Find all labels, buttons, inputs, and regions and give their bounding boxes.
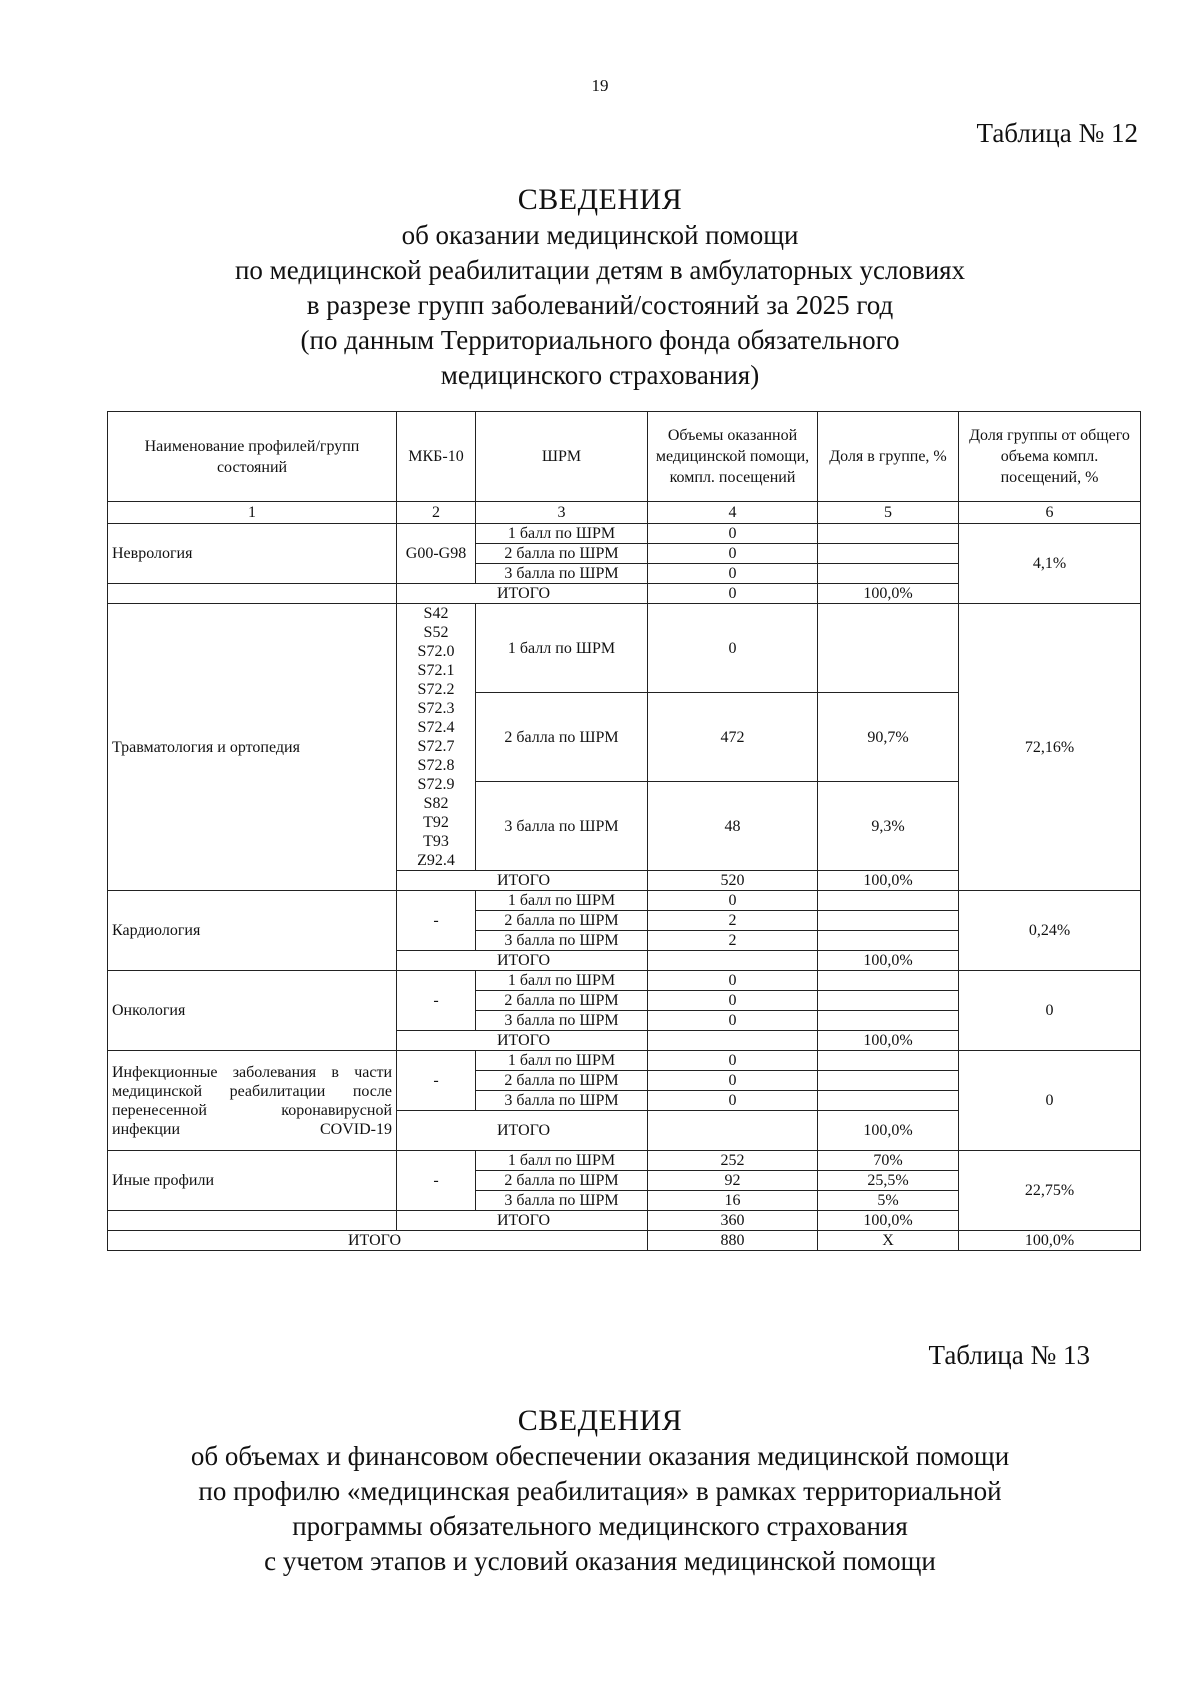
- shrm-level: 3 балла по ШРМ: [476, 564, 648, 584]
- table-row: [108, 524, 1141, 544]
- column-number: 2: [397, 502, 476, 524]
- table-13-subtitle-line: об объемах и финансовом обеспечении оказания медицинской помощи: [190, 1441, 1010, 1471]
- header-shrm: ШРМ: [476, 412, 648, 502]
- share-value: [818, 1071, 959, 1091]
- mkb-code: G00-G98: [397, 524, 476, 584]
- profile-name: Иные профили: [108, 1151, 397, 1211]
- share-value: [818, 564, 959, 584]
- volume-value: 520: [648, 871, 818, 891]
- share-value: [818, 931, 959, 951]
- volume-value: 252: [648, 1151, 818, 1171]
- mkb-code: S72.2: [417, 681, 455, 698]
- share-value: [818, 1051, 959, 1071]
- table-row: [108, 604, 1141, 693]
- volume-value: 0: [648, 544, 818, 564]
- volume-value: 0: [648, 991, 818, 1011]
- share-value: 100,0%: [818, 951, 959, 971]
- grand-total-label: ИТОГО: [108, 1231, 648, 1251]
- page-number: 19: [591, 76, 609, 95]
- grand-total-volume: 880: [648, 1231, 818, 1251]
- volume-value: [648, 951, 818, 971]
- share-value: [818, 524, 959, 544]
- shrm-level: 2 балла по ШРМ: [476, 991, 648, 1011]
- volume-value: 0: [648, 524, 818, 544]
- shrm-level: 2 балла по ШРМ: [476, 693, 648, 782]
- volume-value: 472: [648, 693, 818, 782]
- profile-name: Травматология и ортопедия: [108, 604, 397, 891]
- mkb-code: T92: [423, 814, 449, 831]
- table-13-caption: Таблица № 13: [928, 1340, 1090, 1370]
- share-value: 25,5%: [818, 1171, 959, 1191]
- shrm-level: 1 балл по ШРМ: [476, 1151, 648, 1171]
- shrm-level: 2 балла по ШРМ: [476, 1071, 648, 1091]
- grand-total-row: [108, 1231, 1141, 1251]
- group-share-value: 22,75%: [959, 1151, 1141, 1231]
- mkb-code: S52: [423, 624, 449, 641]
- share-value: 100,0%: [818, 584, 959, 604]
- share-value: [818, 971, 959, 991]
- mkb-code: -: [397, 971, 476, 1031]
- shrm-level: 1 балл по ШРМ: [476, 604, 648, 693]
- share-value: 100,0%: [818, 1211, 959, 1231]
- share-value: [818, 1011, 959, 1031]
- table-row: [108, 971, 1141, 991]
- share-value: [818, 891, 959, 911]
- table-row: [108, 1051, 1141, 1071]
- header-row: [108, 412, 1141, 502]
- table-12-title-block: [0, 182, 1200, 393]
- header-group-share: Доля группы от общего объема компл. посещений, %: [959, 412, 1141, 502]
- shrm-level: 1 балл по ШРМ: [476, 1051, 648, 1071]
- share-value: [818, 544, 959, 564]
- table-13-subtitle-line: программы обязательного медицинского страхования: [292, 1511, 908, 1541]
- share-value: 70%: [818, 1151, 959, 1171]
- volume-value: 0: [648, 1051, 818, 1071]
- volume-value: 0: [648, 1071, 818, 1091]
- table-13-heading: СВЕДЕНИЯ: [517, 1404, 683, 1437]
- volume-value: 2: [648, 911, 818, 931]
- header-volume: Объемы оказанной медицинской помощи, компл. посещений: [648, 412, 818, 502]
- shrm-level: 2 балла по ШРМ: [476, 1171, 648, 1191]
- mkb-code-list: [397, 604, 476, 871]
- volume-value: 0: [648, 891, 818, 911]
- volume-value: 16: [648, 1191, 818, 1211]
- share-value: [818, 604, 959, 693]
- header-profile: Наименование профилей/групп состояний: [108, 412, 397, 502]
- mkb-code: S42: [423, 605, 449, 622]
- column-number: 3: [476, 502, 648, 524]
- rehabilitation-table: [107, 411, 1141, 1251]
- table-12-subtitle-line: по медицинской реабилитации детям в амбулаторных условиях: [234, 255, 966, 285]
- grand-total-share: Х: [818, 1231, 959, 1251]
- shrm-level: 3 балла по ШРМ: [476, 1191, 648, 1211]
- mkb-code: S72.4: [417, 719, 455, 736]
- mkb-code: S72.1: [417, 662, 455, 679]
- share-value: 100,0%: [818, 871, 959, 891]
- share-value: 100,0%: [818, 1031, 959, 1051]
- mkb-code: -: [397, 891, 476, 951]
- profile-name: Онкология: [108, 971, 397, 1051]
- subtotal-label: ИТОГО: [397, 1211, 648, 1231]
- volume-value: [648, 1111, 818, 1151]
- group-share-value: 0: [959, 971, 1141, 1051]
- table-12-subtitle-line: об оказании медицинской помощи: [401, 220, 799, 250]
- volume-value: 0: [648, 584, 818, 604]
- profile-name: Кардиология: [108, 891, 397, 971]
- volume-value: 0: [648, 1011, 818, 1031]
- table-13-subtitle-line: по профилю «медицинская реабилитация» в рамках территориальной: [198, 1476, 1002, 1506]
- subtotal-label: ИТОГО: [397, 1111, 648, 1151]
- column-number: 5: [818, 502, 959, 524]
- shrm-level: 1 балл по ШРМ: [476, 524, 648, 544]
- shrm-level: 3 балла по ШРМ: [476, 1091, 648, 1111]
- column-number: 6: [959, 502, 1141, 524]
- header-mkb: МКБ-10: [397, 412, 476, 502]
- header-share-in-group: Доля в группе, %: [818, 412, 959, 502]
- volume-value: 0: [648, 564, 818, 584]
- share-value: [818, 1091, 959, 1111]
- share-value: [818, 911, 959, 931]
- share-value: 90,7%: [818, 693, 959, 782]
- volume-value: 360: [648, 1211, 818, 1231]
- shrm-level: 1 балл по ШРМ: [476, 891, 648, 911]
- group-share-value: 72,16%: [959, 604, 1141, 891]
- volume-value: 2: [648, 931, 818, 951]
- table-row: [108, 891, 1141, 911]
- mkb-code: S72.0: [417, 643, 455, 660]
- volume-value: 92: [648, 1171, 818, 1191]
- mkb-code: S82: [423, 795, 449, 812]
- profile-name: Неврология: [108, 524, 397, 584]
- volume-value: 48: [648, 782, 818, 871]
- mkb-code: S72.8: [417, 757, 455, 774]
- subtotal-label: ИТОГО: [397, 1031, 648, 1051]
- table-12-subtitle-line: медицинского страхования): [440, 360, 760, 390]
- subtotal-label: ИТОГО: [397, 871, 648, 891]
- table-13-subtitle-line: с учетом этапов и условий оказания медицинской помощи: [264, 1546, 936, 1576]
- mkb-code: -: [397, 1151, 476, 1211]
- shrm-level: 3 балла по ШРМ: [476, 1011, 648, 1031]
- group-share-value: 4,1%: [959, 524, 1141, 604]
- shrm-level: 3 балла по ШРМ: [476, 782, 648, 871]
- mkb-code: S72.9: [417, 776, 455, 793]
- mkb-code: T93: [423, 833, 449, 850]
- subtotal-label: ИТОГО: [397, 584, 648, 604]
- table-12-subtitle-line: в разрезе групп заболеваний/состояний за 2025 год: [306, 290, 894, 320]
- mkb-code: S72.3: [417, 700, 455, 717]
- group-share-value: 0,24%: [959, 891, 1141, 971]
- volume-value: 0: [648, 1091, 818, 1111]
- volume-value: 0: [648, 971, 818, 991]
- mkb-code: S72.7: [417, 738, 455, 755]
- column-number-row: [108, 502, 1141, 524]
- subtotal-label: ИТОГО: [397, 951, 648, 971]
- mkb-code: Z92.4: [417, 852, 455, 869]
- table-12-heading: СВЕДЕНИЯ: [517, 183, 683, 216]
- volume-value: [648, 1031, 818, 1051]
- table-row: [108, 1151, 1141, 1171]
- profile-name: Инфекционные заболевания в части медицинской реабилитации после перенесенной коронавирусной инфекции COVID-19: [108, 1051, 397, 1151]
- share-value: [818, 991, 959, 1011]
- shrm-level: 1 балл по ШРМ: [476, 971, 648, 991]
- shrm-level: 2 балла по ШРМ: [476, 911, 648, 931]
- group-share-value: 0: [959, 1051, 1141, 1151]
- table-12-subtitle-line: (по данным Территориального фонда обязательного: [300, 325, 900, 355]
- grand-total-group-share: 100,0%: [959, 1231, 1141, 1251]
- share-value: 5%: [818, 1191, 959, 1211]
- shrm-level: 3 балла по ШРМ: [476, 931, 648, 951]
- share-value: 9,3%: [818, 782, 959, 871]
- column-number: 1: [108, 502, 397, 524]
- table-12-caption: Таблица № 12: [976, 118, 1138, 148]
- table-13-title-block: [0, 1403, 1200, 1579]
- share-value: 100,0%: [818, 1111, 959, 1151]
- volume-value: 0: [648, 604, 818, 693]
- column-number: 4: [648, 502, 818, 524]
- mkb-code: -: [397, 1051, 476, 1111]
- shrm-level: 2 балла по ШРМ: [476, 544, 648, 564]
